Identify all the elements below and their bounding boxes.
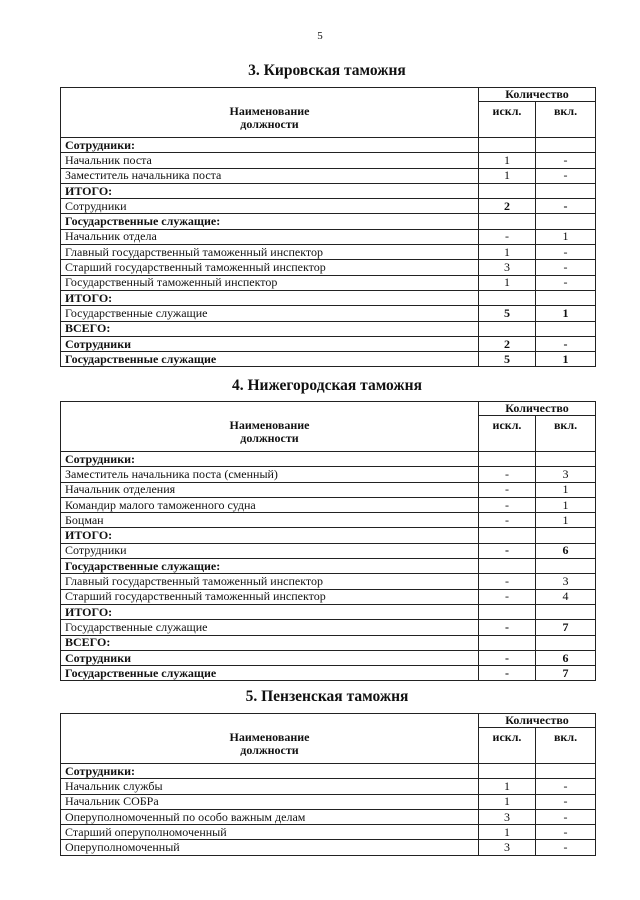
included-count: -: [536, 245, 596, 260]
table-row: [61, 543, 596, 558]
position-name: Сотрудники:: [61, 452, 479, 467]
included-count: 1: [536, 306, 596, 321]
table-row: [61, 138, 596, 153]
table-row: [61, 635, 596, 650]
excluded-count: 1: [479, 153, 536, 168]
table-row: [61, 604, 596, 619]
included-count: -: [536, 794, 596, 809]
position-name: Сотрудники: [61, 543, 479, 558]
header-name-line: должности: [240, 117, 299, 131]
excluded-count: 1: [479, 245, 536, 260]
excluded-count: 1: [479, 794, 536, 809]
quantity-header: Количество: [479, 402, 596, 416]
position-name: Старший государственный таможенный инспектор: [61, 260, 479, 275]
position-name: Начальник службы: [61, 779, 479, 794]
position-name: Заместитель начальника поста: [61, 168, 479, 183]
position-name: Боцман: [61, 513, 479, 528]
table-row: [61, 168, 596, 183]
excluded-count: -: [479, 467, 536, 482]
included-count: -: [536, 779, 596, 794]
included-count: 6: [536, 543, 596, 558]
position-name: ВСЕГО:: [61, 635, 479, 650]
table-row: [61, 153, 596, 168]
excluded-count: [479, 183, 536, 198]
page-number: 5: [317, 30, 323, 42]
table-row: [61, 275, 596, 290]
excluded-count: 5: [479, 352, 536, 367]
table-row: [61, 306, 596, 321]
position-name: Командир малого таможенного судна: [61, 497, 479, 512]
table-row: [61, 199, 596, 214]
table-row: [61, 809, 596, 824]
position-name: Оперуполномоченный: [61, 840, 479, 855]
excluded-count: 5: [479, 306, 536, 321]
position-name: Сотрудники: [61, 199, 479, 214]
table-row: [61, 666, 596, 681]
position-name-header: [61, 88, 479, 138]
position-name: Сотрудники: [61, 336, 479, 351]
included-count: [536, 183, 596, 198]
included-count: [536, 321, 596, 336]
table-row: [61, 467, 596, 482]
excluded-count: -: [479, 513, 536, 528]
excluded-count: 1: [479, 275, 536, 290]
table-row: [61, 214, 596, 229]
table-row: [61, 779, 596, 794]
included-count: -: [536, 825, 596, 840]
table-row: [61, 620, 596, 635]
staff-table: [60, 401, 596, 681]
excluded-count: -: [479, 482, 536, 497]
position-name: Начальник отдела: [61, 229, 479, 244]
included-count: 6: [536, 650, 596, 665]
table-row: [61, 452, 596, 467]
included-count: [536, 138, 596, 153]
section-title: 5. Пензенская таможня: [245, 688, 409, 705]
table-row: [61, 574, 596, 589]
excluded-count: -: [479, 650, 536, 665]
included-count: [536, 452, 596, 467]
included-count: 7: [536, 666, 596, 681]
excluded-count: [479, 321, 536, 336]
position-name: Государственные служащие: [61, 352, 479, 367]
quantity-header: Количество: [479, 714, 596, 728]
position-name: Сотрудники:: [61, 764, 479, 779]
excluded-count: [479, 559, 536, 574]
position-name: Заместитель начальника поста (сменный): [61, 467, 479, 482]
included-count: 1: [536, 482, 596, 497]
position-name: Государственный таможенный инспектор: [61, 275, 479, 290]
position-name: Старший государственный таможенный инспектор: [61, 589, 479, 604]
included-count: -: [536, 199, 596, 214]
included-header: вкл.: [536, 102, 596, 138]
included-count: [536, 635, 596, 650]
included-count: -: [536, 275, 596, 290]
included-count: 1: [536, 497, 596, 512]
position-name: Главный государственный таможенный инспектор: [61, 574, 479, 589]
included-count: 4: [536, 589, 596, 604]
excluded-count: -: [479, 589, 536, 604]
excluded-count: -: [479, 620, 536, 635]
table-row: [61, 559, 596, 574]
excluded-count: [479, 604, 536, 619]
position-name: Начальник СОБРа: [61, 794, 479, 809]
header-name-line: Наименование: [229, 418, 310, 432]
included-count: [536, 214, 596, 229]
table-row: [61, 290, 596, 305]
table-row: [61, 825, 596, 840]
included-header: вкл.: [536, 728, 596, 764]
excluded-count: -: [479, 497, 536, 512]
included-count: [536, 559, 596, 574]
table-header-row: [61, 402, 596, 416]
table-row: [61, 229, 596, 244]
excluded-count: 1: [479, 779, 536, 794]
included-count: -: [536, 840, 596, 855]
included-count: [536, 528, 596, 543]
excluded-header: искл.: [479, 102, 536, 138]
excluded-count: 3: [479, 809, 536, 824]
included-count: [536, 604, 596, 619]
position-name: Начальник отделения: [61, 482, 479, 497]
position-name: ИТОГО:: [61, 290, 479, 305]
excluded-header: искл.: [479, 728, 536, 764]
excluded-count: [479, 138, 536, 153]
included-count: 7: [536, 620, 596, 635]
included-count: -: [536, 153, 596, 168]
table-row: [61, 650, 596, 665]
header-name-line: Наименование: [229, 104, 310, 118]
excluded-count: 1: [479, 825, 536, 840]
position-name: Государственные служащие: [61, 306, 479, 321]
table-header-row: [61, 714, 596, 728]
position-name: Начальник поста: [61, 153, 479, 168]
included-count: -: [536, 336, 596, 351]
position-name: Сотрудники:: [61, 138, 479, 153]
included-count: 3: [536, 467, 596, 482]
excluded-count: 2: [479, 336, 536, 351]
excluded-header: искл.: [479, 416, 536, 452]
header-name-line: должности: [240, 743, 299, 757]
excluded-count: [479, 452, 536, 467]
quantity-header: Количество: [479, 88, 596, 102]
excluded-count: 1: [479, 168, 536, 183]
excluded-count: -: [479, 574, 536, 589]
table-row: [61, 260, 596, 275]
position-name: ИТОГО:: [61, 604, 479, 619]
table-row: [61, 183, 596, 198]
position-name: Старший оперуполномоченный: [61, 825, 479, 840]
table-row: [61, 513, 596, 528]
position-name: Государственные служащие:: [61, 214, 479, 229]
excluded-count: -: [479, 229, 536, 244]
staff-table: [60, 87, 596, 367]
position-name: Государственные служащие:: [61, 559, 479, 574]
excluded-count: [479, 764, 536, 779]
position-name: Главный государственный таможенный инспектор: [61, 245, 479, 260]
included-count: [536, 290, 596, 305]
excluded-count: [479, 528, 536, 543]
table-row: [61, 528, 596, 543]
included-count: -: [536, 809, 596, 824]
position-name: ИТОГО:: [61, 183, 479, 198]
section-title: 4. Нижегородская таможня: [232, 377, 422, 394]
table-row: [61, 794, 596, 809]
excluded-count: 3: [479, 840, 536, 855]
table-row: [61, 336, 596, 351]
excluded-count: 2: [479, 199, 536, 214]
table-row: [61, 840, 596, 855]
excluded-count: [479, 290, 536, 305]
table-header-row: [61, 88, 596, 102]
included-header: вкл.: [536, 416, 596, 452]
position-name: Государственные служащие: [61, 666, 479, 681]
included-count: 1: [536, 352, 596, 367]
table-row: [61, 245, 596, 260]
included-count: [536, 764, 596, 779]
position-name: Государственные служащие: [61, 620, 479, 635]
included-count: -: [536, 260, 596, 275]
table-row: [61, 352, 596, 367]
excluded-count: -: [479, 666, 536, 681]
table-row: [61, 482, 596, 497]
table-row: [61, 764, 596, 779]
excluded-count: 3: [479, 260, 536, 275]
staff-table: [60, 713, 596, 856]
position-name: Оперуполномоченный по особо важным делам: [61, 809, 479, 824]
position-name-header: [61, 714, 479, 764]
table-row: [61, 321, 596, 336]
excluded-count: [479, 635, 536, 650]
header-name-line: Наименование: [229, 730, 310, 744]
table-row: [61, 589, 596, 604]
table-row: [61, 497, 596, 512]
excluded-count: [479, 214, 536, 229]
position-name-header: [61, 402, 479, 452]
included-count: 1: [536, 229, 596, 244]
position-name: ИТОГО:: [61, 528, 479, 543]
header-name-line: должности: [240, 431, 299, 445]
section-title: 3. Кировская таможня: [248, 62, 406, 79]
excluded-count: -: [479, 543, 536, 558]
position-name: ВСЕГО:: [61, 321, 479, 336]
included-count: 1: [536, 513, 596, 528]
included-count: -: [536, 168, 596, 183]
included-count: 3: [536, 574, 596, 589]
position-name: Сотрудники: [61, 650, 479, 665]
